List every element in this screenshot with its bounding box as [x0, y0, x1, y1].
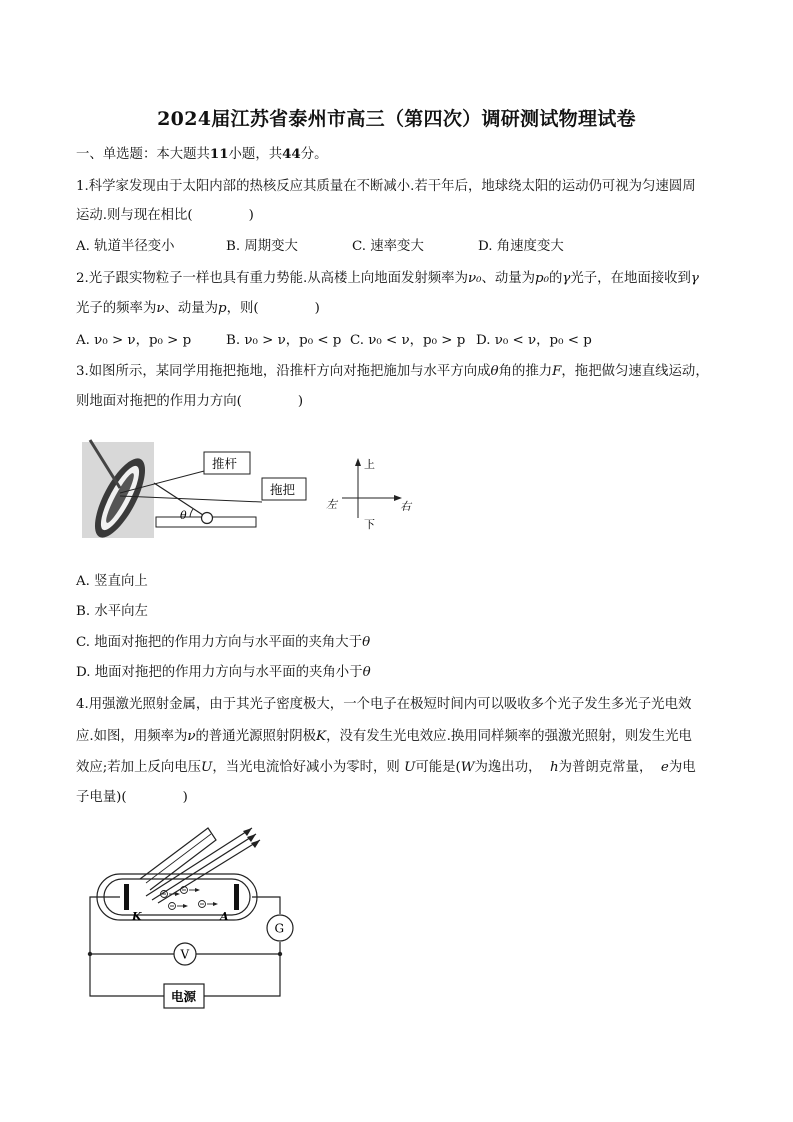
- wire-left: [90, 897, 164, 996]
- q4-text-line4: 子电量)( ): [76, 790, 188, 805]
- galvanometer-label: G: [274, 921, 285, 936]
- tube-outer: [97, 874, 257, 920]
- q2-text-line2: 光子的频率为ν、动量为p，则( ): [76, 301, 320, 316]
- label-mop: 拖把: [270, 482, 296, 497]
- dir-left: 左: [326, 498, 337, 511]
- q2-option-c[interactable]: C. ν₀ < ν，p₀ > p: [350, 333, 466, 348]
- q1-option-b[interactable]: B. 周期变大: [226, 239, 298, 254]
- q2-option-d[interactable]: D. ν₀ < ν，p₀ < p: [476, 333, 592, 348]
- q3-text-line2: 则地面对拖把的作用力方向( ): [76, 394, 304, 409]
- page-title: 2024届江苏省泰州市高三（第四次）调研测试物理试卷: [157, 108, 636, 130]
- voltmeter-label: V: [180, 947, 190, 962]
- wire-right-top: [252, 897, 280, 914]
- cathode-label: K: [132, 910, 142, 923]
- q1-option-a[interactable]: A. 轨道半径变小: [76, 239, 175, 254]
- anode-label: A: [220, 910, 229, 923]
- dir-down: 下: [364, 518, 375, 531]
- q2-text-line1: 2.光子跟实物粒子一样也具有重力势能.从高楼上向地面发射频率为ν₀、动量为p₀的γ光子，在地面接收到γ: [76, 271, 699, 286]
- q3-text-line1: 3.如图所示，某同学用拖把拖地，沿推杆方向对拖把施加与水平方向成θ角的推力F，拖把做匀速直线运动，: [76, 364, 709, 379]
- q4-text-line1: 4.用强激光照射金属，由于其光子密度极大，一个电子在极短时间内可以吸收多个光子发生多光子光电效: [76, 697, 692, 712]
- q4-figure: [84, 824, 304, 1010]
- theta-label: θ: [180, 509, 187, 522]
- dir-up: 上: [364, 458, 375, 471]
- mop-photo: [82, 440, 155, 542]
- section-header: 一、单选题：本大题共11小题，共44分。: [76, 146, 328, 162]
- cathode-plate: [124, 884, 129, 910]
- q3-option-c[interactable]: C. 地面对拖把的作用力方向与水平面的夹角大于θ: [76, 635, 371, 650]
- anode-plate: [234, 884, 239, 910]
- q3-figure: [80, 438, 420, 542]
- q2-option-a[interactable]: A. ν₀ > ν，p₀ > p: [76, 333, 192, 348]
- q4-text-line3: 效应;若加上反向电压U，当光电流恰好减小为零时，则 U可能是(W为逸出功， h为普朗克常量， e为电: [76, 760, 696, 775]
- q1-text-line2: 运动.则与现在相比( ): [76, 208, 254, 223]
- q3-option-a[interactable]: A. 竖直向上: [76, 574, 148, 589]
- wire-right-bottom: [204, 942, 280, 996]
- power-source-label: 电源: [171, 989, 197, 1004]
- q4-text-line2: 应.如图，用频率为ν的普通光源照射阴极K，没有发生光电效应.换用同样频率的强激光照射，则发生光电: [76, 729, 692, 744]
- q1-option-c[interactable]: C. 速率变大: [352, 239, 424, 254]
- q2-option-b[interactable]: B. ν₀ > ν，p₀ < p: [226, 333, 342, 348]
- q1-text-line1: 1.科学家发现由于太阳内部的热核反应其质量在不断减小.若干年后，地球绕太阳的运动仍可视为匀速圆周: [76, 179, 696, 194]
- q3-option-d[interactable]: D. 地面对拖把的作用力方向与水平面的夹角小于θ: [76, 665, 371, 680]
- direction-cross: [326, 457, 413, 531]
- label-rod: 推杆: [212, 456, 238, 471]
- q3-option-b[interactable]: B. 水平向左: [76, 604, 148, 619]
- mop-head: [202, 513, 213, 524]
- q1-option-d[interactable]: D. 角速度变大: [478, 239, 564, 254]
- dir-right: 右: [400, 500, 411, 513]
